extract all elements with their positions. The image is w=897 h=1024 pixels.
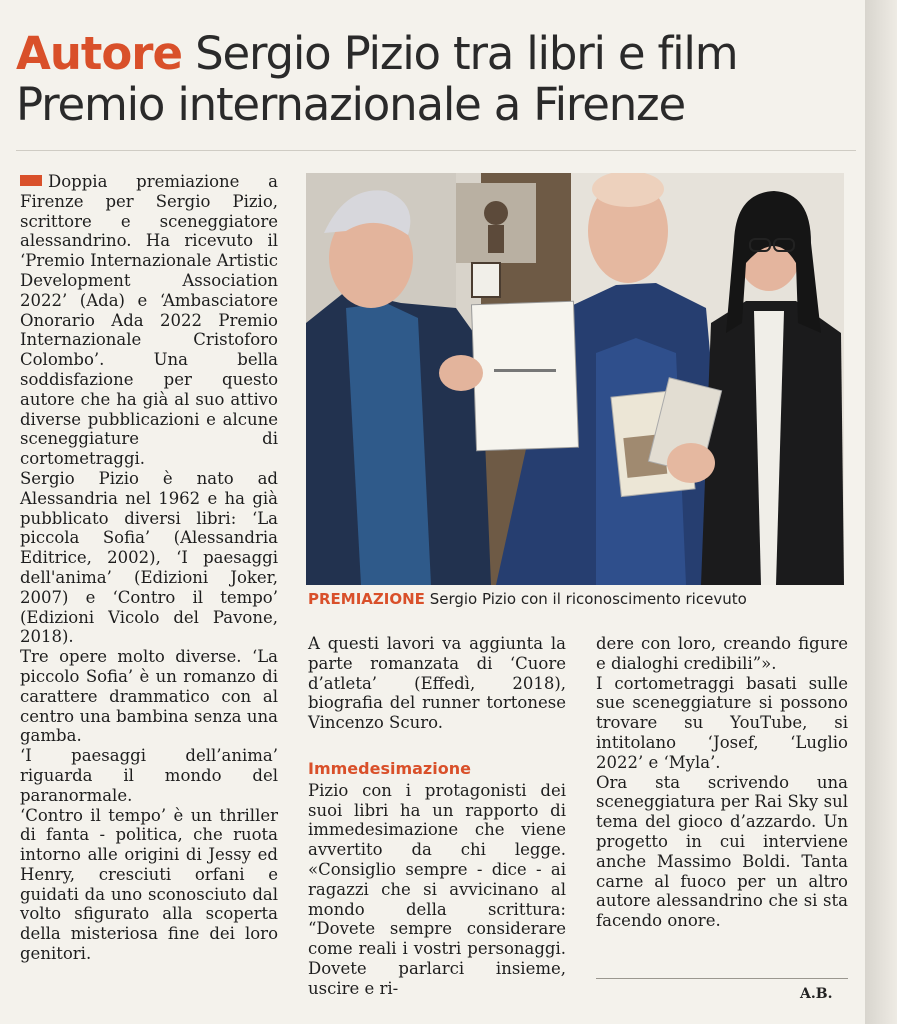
photo-caption (308, 590, 848, 608)
lead-text: Doppia premiazione a Firenze per Sergio Pizio, scrittore e sceneggiatore alessandrino. Ha ricevuto il ‘Premio Internazionale Artistic Development Association 2022’ (Ada) e ‘Ambasciatore Onorario Ada 2022 Premio Internazionale Cristoforo Colombo’. Una bella soddisfazione per questo autore che ha già al suo attivo diverse pubblicazioni e alcune sceneggiature di cortometraggi. (20, 172, 278, 469)
article-column-2 (308, 634, 566, 999)
headline-line-1 (16, 28, 861, 79)
paragraph-continuation: dere con loro, creando figure e dialoghi credibili”». (596, 634, 848, 673)
headline-line-2: Premio internazionale a Firenze (16, 78, 685, 131)
lead-paragraph (20, 172, 278, 469)
paragraph-cortometraggi: I cortometraggi basati sulle sue sceneggiature si possono trovare su YouTube, si intitolano ‘Josef, ‘Luglio 2022’ e ‘Myla’. (596, 673, 848, 772)
closing-divider (596, 978, 848, 979)
subheading-immedesimazione: Immedesimazione (308, 758, 471, 778)
award-photo (306, 173, 844, 585)
paragraph-biography: Sergio Pizio è nato ad Alessandria nel 1962 e ha già pubblicato diversi libri: ‘La piccola Sofia’ (Alessandria Editrice, 2002), ‘I paesaggi dell'anima’ (Edizioni Joker, 2007) e ‘Contro il tempo’ (Edizioni Vicolo del Pavone, 2018). (20, 468, 278, 647)
caption-text: Sergio Pizio con il riconoscimento ricevuto (429, 590, 747, 608)
headline-kicker: Autore (16, 27, 183, 80)
paragraph-paesaggi: ‘I paesaggi dell’anima’ riguarda il mondo del paranormale. (20, 746, 278, 805)
caption-kicker: PREMIAZIONE (308, 590, 425, 608)
page-edge (865, 0, 897, 1024)
paragraph-contro-il-tempo: ‘Contro il tempo’ è un thriller di fanta - politica, che ruota intorno alle origini di Jessy ed Henry, cresciuti orfani e guidati da uno sconosciuto dal volto sfigurato alla scoperta della misteriosa fine dei loro genitori. (20, 805, 278, 964)
paragraph-immedesimazione: Pizio con i protagonisti dei suoi libri ha un rapporto di immedesimazione che viene avvertito da chi legge. «Consiglio sempre - dice - ai ragazzi che si avvicinano al mondo della scrittura: “Dovete sempre considerare come reali i vostri personaggi. Dovete parlarci insieme, uscire e ri- (308, 780, 566, 998)
award-photo-illustration (306, 173, 844, 585)
header-divider (16, 150, 856, 151)
paragraph-works: Tre opere molto diverse. ‘La piccolo Sofia’ è un romanzo di carattere drammatico con al centro una bambina senza una gamba. (20, 647, 278, 746)
lead-marker (20, 175, 42, 186)
paragraph-cuore-d-atleta: A questi lavori va aggiunta la parte romanzata di ‘Cuore d’atleta’ (Effedì, 2018), biografia del runner tortonese Vincenzo Scuro. (308, 634, 566, 733)
article-column-3 (596, 634, 848, 931)
headline-title-1: Sergio Pizio tra libri e film (195, 27, 738, 80)
article-column-1 (20, 172, 278, 964)
headline (16, 28, 861, 130)
paragraph-rai-sky: Ora sta scrivendo una sceneggiatura per Rai Sky sul tema del gioco d’azzardo. Un progetto in cui interviene anche Massimo Boldi. Tanta carne al fuoco per un altro autore alessandrino che si sta facendo onore. (596, 772, 848, 931)
author-signature: A.B. (800, 986, 833, 1002)
